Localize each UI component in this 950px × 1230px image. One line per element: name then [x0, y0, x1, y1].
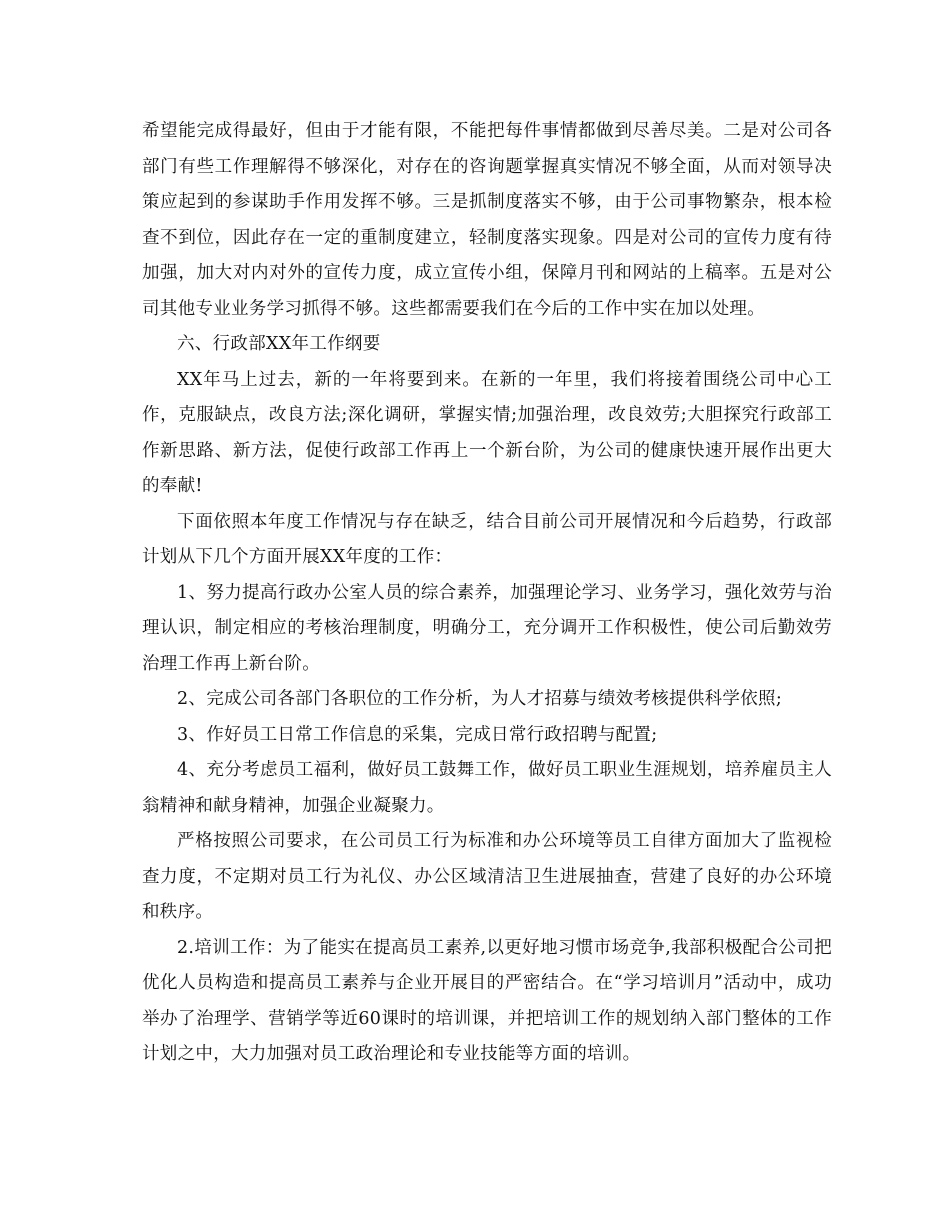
- document-body: [142, 114, 832, 1073]
- list-item-4: 4、充分考虑员工福利，做好员工鼓舞工作，做好员工职业生涯规划，培养雇员主人翁精神和献身精神，加强企业凝聚力。: [142, 760, 832, 816]
- section-heading: 六、行政部XX年工作纲要: [177, 334, 381, 354]
- paragraph-plan-lead: 下面依照本年度工作情况与存在缺乏，结合目前公司开展情况和今后趋势，行政部计划从下几个方面开展XX年度的工作：: [142, 511, 832, 567]
- paragraph-training: 2.培训工作：为了能实在提高员工素养,以更好地习惯市场竞争,我部积极配合公司把优化人员构造和提高员工素养与企业开展目的严密结合。在“学习培训月”活动中，成功举办了治理学、营销学等近60课时的培训课，并把培训工作的规划纳入部门整体的工作计划之中，大力加强对员工政治理论和专业技能等方面的培训。: [142, 937, 832, 1064]
- list-item-2: 2、完成公司各部门各职位的工作分析，为人才招募与绩效考核提供科学依照;: [177, 689, 783, 709]
- paragraph-discipline: 严格按照公司要求，在公司员工行为标准和办公环境等员工自律方面加大了监视检查力度，不定期对员工行为礼仪、办公区域清洁卫生进展抽查，营建了良好的办公环境和秩序。: [142, 831, 832, 922]
- list-item-1: 1、努力提高行政办公室人员的综合素养，加强理论学习、业务学习，强化效劳与治理认识，制定相应的考核治理制度，明确分工，充分调开工作积极性，使公司后勤效劳治理工作再上新台阶。: [142, 582, 832, 674]
- paragraph-intro: XX年马上过去，新的一年将要到来。在新的一年里，我们将接着围绕公司中心工作，克服缺点，改良方法;深化调研，掌握实情;加强治理，改良效劳;大胆探究行政部工作新思路、新方法，促使行政部工作再上一个新台阶，为公司的健康快速开展作出更大的奉献!: [142, 369, 832, 496]
- paragraph-continuation: 希望能完成得最好，但由于才能有限，不能把每件事情都做到尽善尽美。二是对公司各部门有些工作理解得不够深化，对存在的咨询题掌握真实情况不够全面，从而对领导决策应起到的参谋助手作用发挥不够。三是抓制度落实不够，由于公司事物繁杂，根本检查不到位，因此存在一定的重制度建立，轻制度落实现象。四是对公司的宣传力度有待加强，加大对内对外的宣传力度，成立宣传小组，保障月刊和网站的上稿率。五是对公司其他专业业务学习抓得不够。这些都需要我们在今后的工作中实在加以处理。: [142, 121, 832, 319]
- list-item-3: 3、作好员工日常工作信息的采集，完成日常行政招聘与配置;: [177, 724, 658, 745]
